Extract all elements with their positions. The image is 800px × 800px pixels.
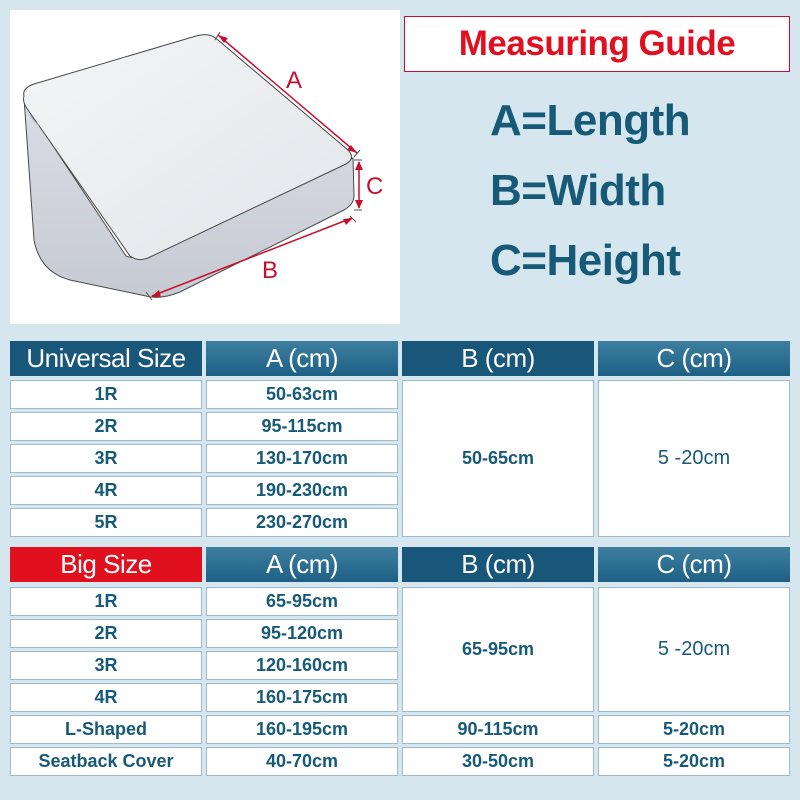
universal-row-2-size: 2R xyxy=(10,412,202,441)
cushion-illustration xyxy=(10,10,400,324)
universal-header-c: C (cm) xyxy=(598,341,790,376)
big-row-l-shaped-b: 90-115cm xyxy=(402,715,594,744)
label-c: C xyxy=(366,173,384,200)
big-row-3-a: 120-160cm xyxy=(206,651,398,680)
definition-width: B=Width xyxy=(490,166,666,215)
definition-height: C=Height xyxy=(490,236,681,285)
label-a: A xyxy=(286,67,303,94)
universal-row-3-a: 130-170cm xyxy=(206,444,398,473)
big-header-b: B (cm) xyxy=(402,547,594,582)
big-header-size: Big Size xyxy=(10,547,202,582)
universal-row-3-size: 3R xyxy=(10,444,202,473)
big-row-seatback-size: Seatback Cover xyxy=(10,747,202,776)
universal-row-1-size: 1R xyxy=(10,380,202,409)
big-row-1-size: 1R xyxy=(10,587,202,616)
definition-length: A=Length xyxy=(490,96,691,145)
big-row-4-size: 4R xyxy=(10,683,202,712)
cushion-diagram xyxy=(10,10,400,324)
universal-row-4-size: 4R xyxy=(10,476,202,505)
big-row-l-shaped-c: 5-20cm xyxy=(598,715,790,744)
universal-row-5-a: 230-270cm xyxy=(206,508,398,537)
universal-b-value: 50-65cm xyxy=(402,380,594,537)
measuring-guide-title: Measuring Guide xyxy=(404,16,790,72)
universal-row-2-a: 95-115cm xyxy=(206,412,398,441)
universal-header-b: B (cm) xyxy=(402,341,594,376)
dimension-c xyxy=(354,160,363,210)
big-row-seatback-c: 5-20cm xyxy=(598,747,790,776)
universal-row-1-a: 50-63cm xyxy=(206,380,398,409)
big-row-2-a: 95-120cm xyxy=(206,619,398,648)
big-row-l-shaped-size: L-Shaped xyxy=(10,715,202,744)
universal-header-a: A (cm) xyxy=(206,341,398,376)
big-header-a: A (cm) xyxy=(206,547,398,582)
big-row-l-shaped-a: 160-195cm xyxy=(206,715,398,744)
big-row-1-a: 65-95cm xyxy=(206,587,398,616)
label-b: B xyxy=(262,257,279,284)
big-c-value: 5 -20cm xyxy=(598,587,790,712)
universal-row-4-a: 190-230cm xyxy=(206,476,398,505)
big-row-4-a: 160-175cm xyxy=(206,683,398,712)
universal-header-size: Universal Size xyxy=(10,341,202,376)
big-header-c: C (cm) xyxy=(598,547,790,582)
universal-row-5-size: 5R xyxy=(10,508,202,537)
big-row-seatback-b: 30-50cm xyxy=(402,747,594,776)
big-row-3-size: 3R xyxy=(10,651,202,680)
universal-c-value: 5 -20cm xyxy=(598,380,790,537)
big-row-seatback-a: 40-70cm xyxy=(206,747,398,776)
big-b-value: 65-95cm xyxy=(402,587,594,712)
big-row-2-size: 2R xyxy=(10,619,202,648)
